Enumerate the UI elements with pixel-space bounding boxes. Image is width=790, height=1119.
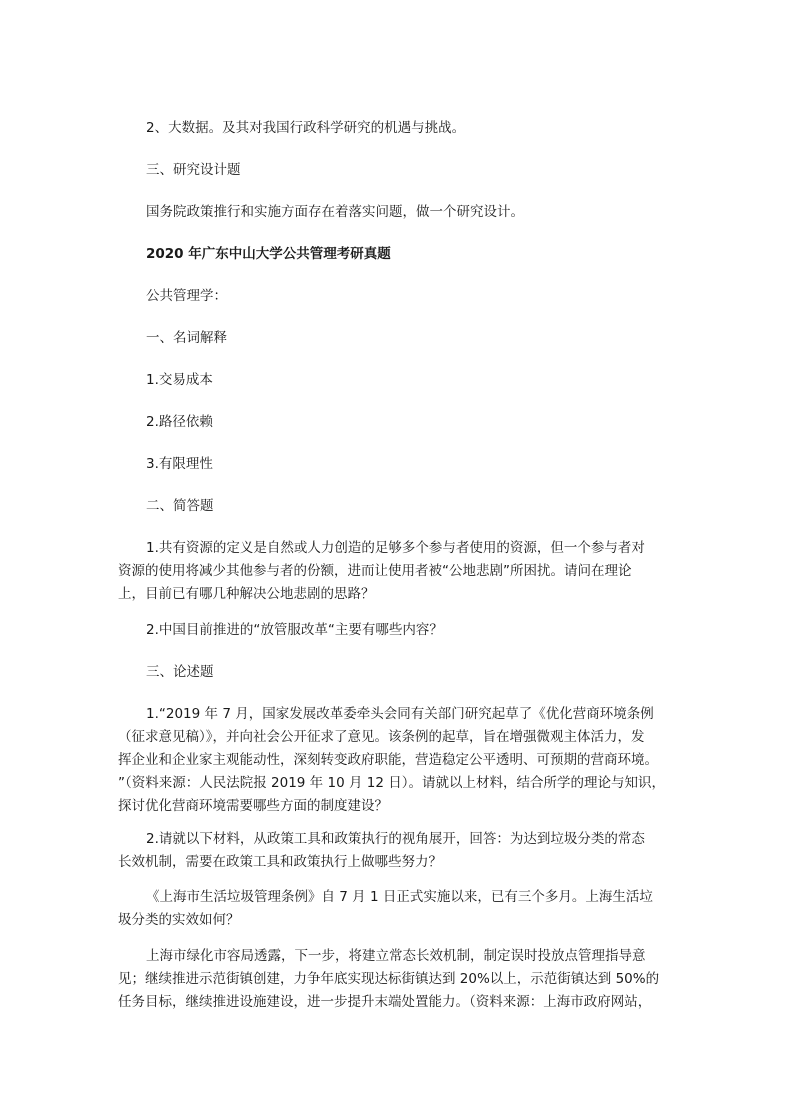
- term-item-2: [118, 411, 678, 434]
- section-heading-research-design: [118, 159, 678, 182]
- text-line: 1.交易成本: [146, 372, 213, 388]
- text-line: 2、大数据。及其对我国行政科学研究的机遇与挑战。: [146, 120, 466, 136]
- text-line: 3.有限理性: [146, 456, 213, 472]
- section-heading-terms: [118, 327, 678, 350]
- exam-title-heading: [118, 243, 678, 266]
- section-heading-essay: [118, 661, 678, 684]
- material-paragraph-2: [118, 945, 678, 1014]
- term-item-1: [118, 369, 678, 392]
- text-line: 资源的使用将减少其他参与者的份额，进而让使用者被“公地悲剧”所困扰。请问在理论: [118, 563, 632, 579]
- text-line: 1.共有资源的定义是自然或人力创造的足够多个参与者使用的资源，但一个参与者对: [146, 540, 645, 556]
- text-line: 2020 年广东中山大学公共管理考研真题: [146, 246, 391, 262]
- material-paragraph-1: [118, 886, 678, 932]
- essay-question-1: [118, 703, 678, 818]
- text-line: 探讨优化营商环境需要哪些方面的制度建设？: [118, 798, 388, 814]
- text-line: 上海市绿化市容局透露，下一步，将建立常态长效机制，制定误时投放点管理指导意: [146, 948, 646, 964]
- text-line: 圾分类的实效如何？: [118, 912, 240, 928]
- text-line: 上，目前已有哪几种解决公地悲剧的思路？: [118, 586, 375, 602]
- text-line: 挥企业和企业家主观能动性，深刻转变政府职能，营造稳定公平透明、可预期的营商环境。: [118, 752, 658, 768]
- term-item-3: [118, 453, 678, 476]
- text-line: 见；继续推进示范街镇创建，力争年底实现达标街镇达到 20%以上，示范街镇达到 50%的: [118, 971, 660, 987]
- paragraph-big-data-question: [118, 117, 678, 140]
- text-line: 任务目标，继续推进设施建设，进一步提升末端处置能力。（资料来源：上海市政府网站，: [118, 994, 652, 1010]
- text-line: 2.中国目前推进的“放管服改革“主要有哪些内容？: [146, 622, 443, 638]
- text-line: 2.路径依赖: [146, 414, 213, 430]
- subject-heading: [118, 285, 678, 308]
- text-line: ”（资料来源：人民法院报 2019 年 10 月 12 日）。请就以上材料，结合所学的理论与知识，: [118, 775, 665, 791]
- text-line: 《上海市生活垃圾管理条例》自 7 月 1 日正式实施以来，已有三个多月。上海生活垃: [146, 889, 653, 905]
- text-line: 二、简答题: [146, 498, 214, 514]
- text-line: 公共管理学：: [146, 288, 227, 304]
- text-line: 长效机制，需要在政策工具和政策执行上做哪些努力？: [118, 854, 442, 870]
- short-answer-question-2: [118, 619, 678, 642]
- essay-question-2: [118, 828, 678, 874]
- text-line: 一、名词解释: [146, 330, 227, 346]
- text-line: 三、论述题: [146, 664, 214, 680]
- short-answer-question-1: [118, 537, 678, 606]
- text-line: 国务院政策推行和实施方面存在着落实问题，做一个研究设计。: [146, 204, 524, 220]
- text-line: 2.请就以下材料，从政策工具和政策执行的视角展开，回答：为达到垃圾分类的常态: [146, 831, 645, 847]
- text-line: 三、研究设计题: [146, 162, 241, 178]
- text-line: （征求意见稿）》，并向社会公开征求了意见。该条例的起草，旨在增强微观主体活力，发: [118, 729, 645, 745]
- text-line: 1.“2019 年 7 月，国家发展改革委牵头会同有关部门研究起草了《优化营商环境条例: [146, 706, 654, 722]
- section-heading-short-answer: [118, 495, 678, 518]
- paragraph-research-design-question: [118, 201, 678, 224]
